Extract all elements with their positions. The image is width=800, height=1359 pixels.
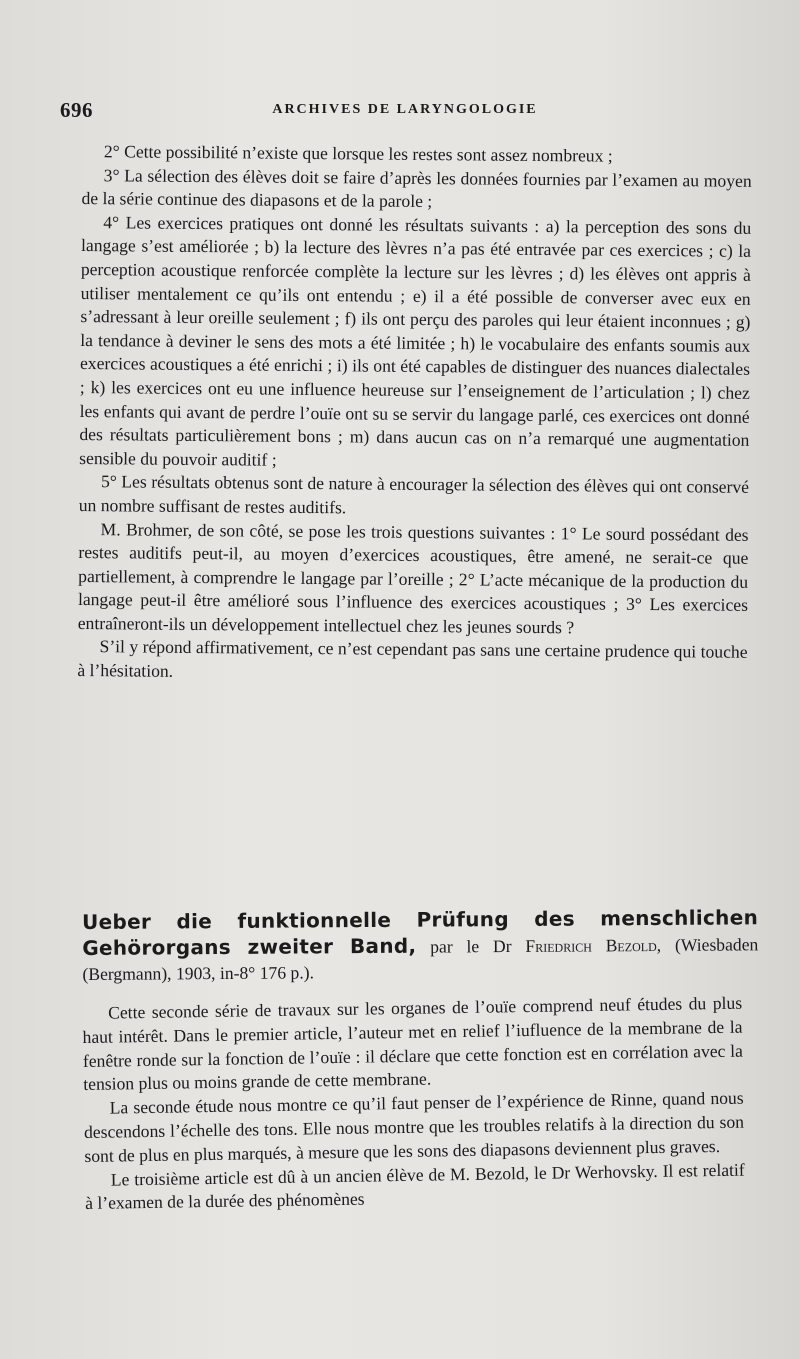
paragraph: Cette seconde série de travaux sur les organes de l’ouïe comprend neuf études du plus haut intérêt. Dans le premier article, l’auteur met en relief l’iufluence de la membrane de la fenêtre ronde sur la fonction de l’ouïe : il déclare que cette fonction est en corrélation avec la tension plus ou moins grande de cette membrane. bbox=[82, 992, 743, 1095]
journal-title: ARCHIVES DE LARYNGOLOGIE bbox=[272, 102, 538, 117]
paragraph: 4° Les exercices pratiques ont donné les résultats suivants : a) la perception des sons du langage s’est améliorée ; b) la lecture des lèvres n’a pas été entravée par ces exercices ; c) la perception acoustique renforcée complète la lecture sur les lèvres ; d) les élèves ont appris à utiliser mentalement ce qu’ils ont entendu ; e) il a été possible de converser avec eux en s’adressant à leur oreille seulement ; f) ils ont perçu des paroles qui leur étaient inconnues ; g) la tendance à deviner le sens des mots a été limitée ; h) le vocabulaire des enfants soumis aux exercices acoustiques a été enrichi ; i) ils ont été capables de distinguer des nuances dialectales ; k) les exercices ont eu une influence heureuse sur l’enseignement de l’articulation ; l) chez les enfants qui avant de perdre l’ouïe ont su se servir du langage parlé, ces exercices ont donné des résultats particulièrement bons ; m) dans aucun cas on n’a remarqué une augmentation sensible du pouvoir auditif ; bbox=[79, 211, 752, 470]
paragraph: 3° La sélection des élèves doit se faire d’après les données fournies par l’examen au moyen de la série continue des diapasons et de la parole ; bbox=[81, 164, 752, 212]
author-name: Friedrich Bezold, bbox=[525, 934, 662, 956]
review-heading bbox=[82, 905, 759, 987]
paragraph: 2° Cette possibilité n’existe que lorsque les restes sont assez nombreux ; bbox=[103, 141, 613, 166]
continued-text bbox=[77, 140, 752, 688]
paragraph: S’il y répond affirmativement, ce n’est cependant pas sans une certaine prudence qui touche à l’hésitation. bbox=[77, 636, 748, 681]
paragraph: Le troisième article est dû à un ancien élève de M. Bezold, le Dr Werhovsky. Il est relatif à l’examen de la durée des phénomènes bbox=[85, 1159, 745, 1214]
paragraph: M. Brohmer, de son côté, se pose les trois questions suivantes : 1° Le sourd possédant des restes auditifs peut-il, au moyen d’exercices acoustiques, être amené, ne serait-ce que partiellement, à comprendre le langage par l’oreille ; 2° L’acte mécanique de la production du langage peut-il être amélioré sous l’influence des exercices acoustiques ; 3° Les exercices entraîneront-ils un développement intellectuel chez les jeunes sourds ? bbox=[77, 518, 749, 638]
author-prefix: Dr bbox=[492, 936, 512, 957]
review-title: Ueber die funktionnelle Prüfung des menschlichen Gehörorgans zweiter Band, bbox=[82, 905, 759, 960]
review-body bbox=[82, 992, 745, 1217]
publication-info: (Wiesbaden (Bergmann), 1903, in-8° 176 p.). bbox=[82, 934, 759, 984]
paragraph: La seconde étude nous montre ce qu’il faut penser de l’expérience de Rinne, quand nous descendons l’échelle des tons. Elle nous montre que les troubles relatifs à la direction du son sont de plus en plus marqués, à mesure que les sons des diapasons deviennent plus graves. bbox=[83, 1087, 745, 1166]
review-by: par le bbox=[430, 936, 480, 957]
running-head bbox=[60, 98, 750, 126]
paragraph: 5° Les résultats obtenus sont de nature à encourager la sélection des élèves qui ont conservé un nombre suffisant de restes auditifs. bbox=[78, 471, 750, 518]
page-number: 696 bbox=[60, 98, 93, 122]
